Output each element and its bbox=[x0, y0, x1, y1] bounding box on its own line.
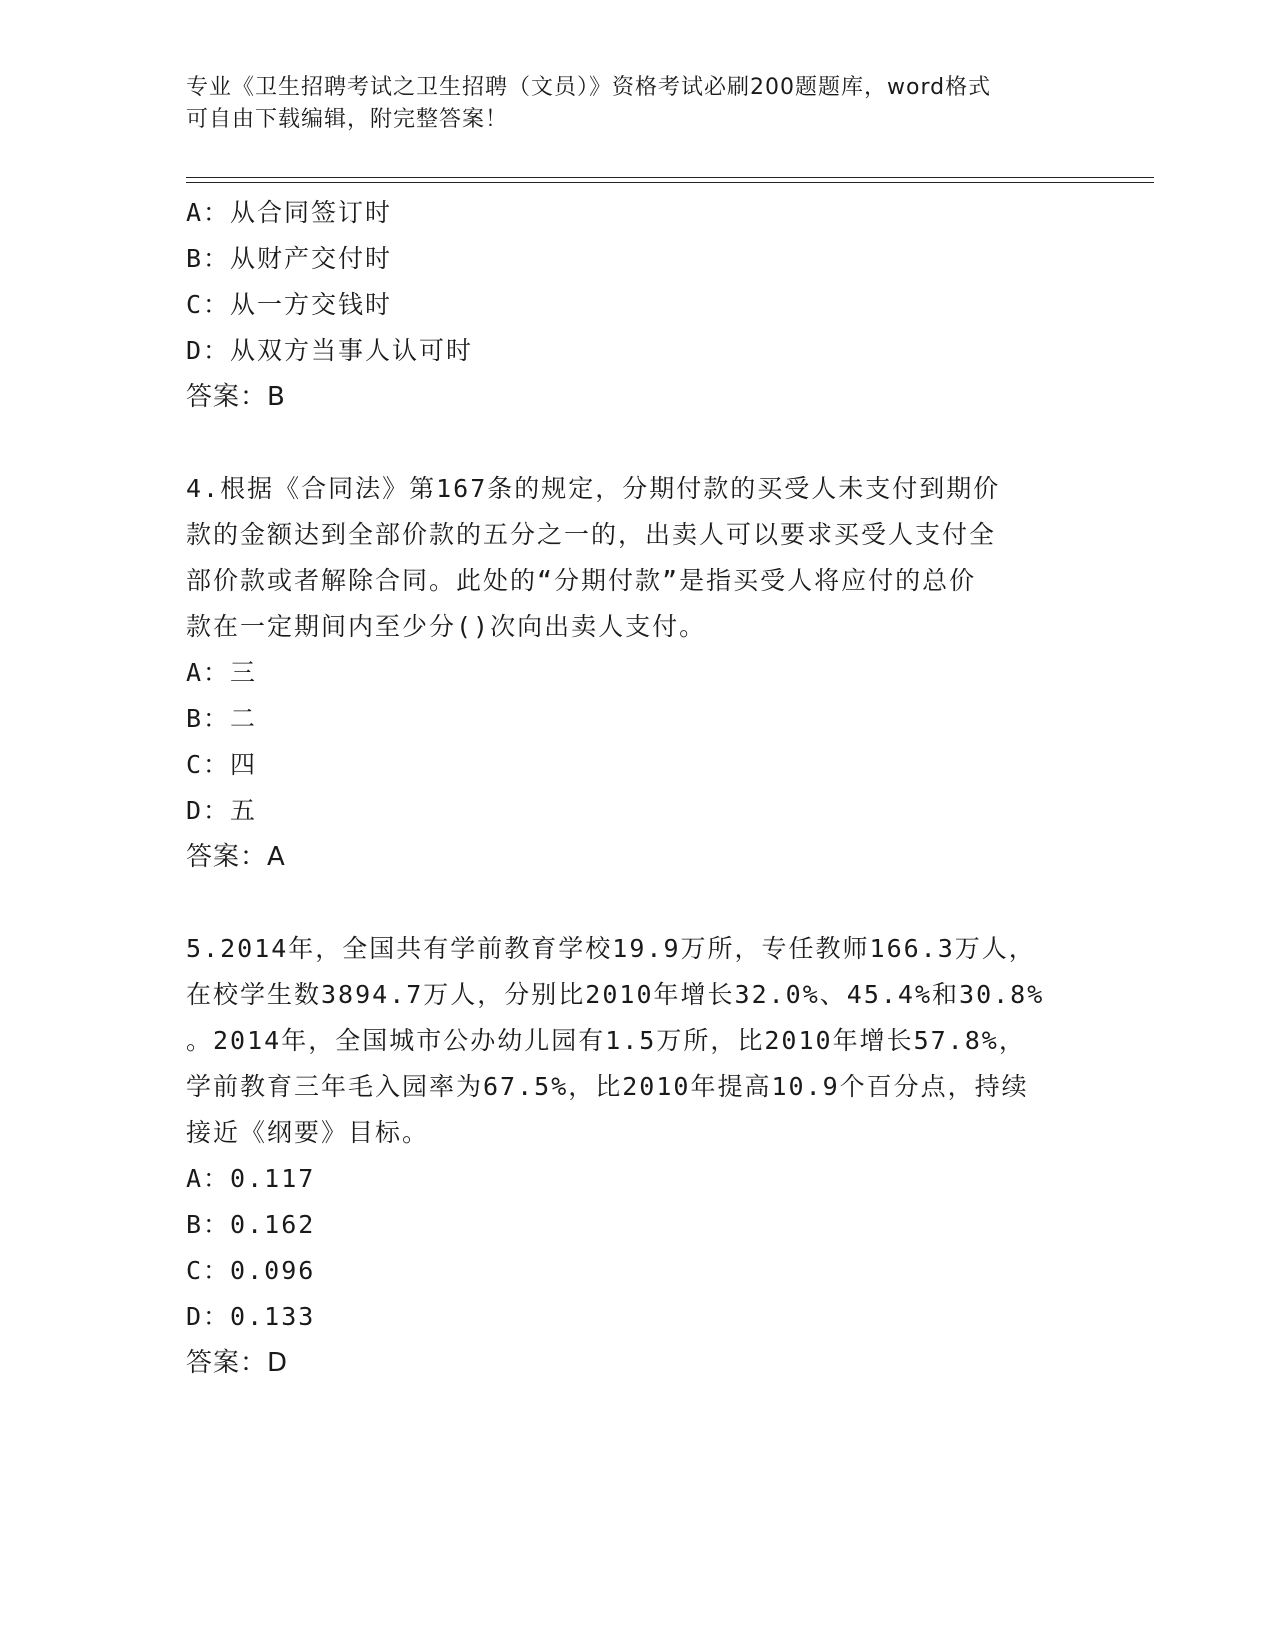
option-d: D：五 bbox=[186, 796, 258, 825]
question-stem bbox=[186, 926, 1086, 1156]
stem-line: 在校学生数3894.7万人，分别比2010年增长32.0%、45.4%和30.8% bbox=[186, 980, 1045, 1009]
option-d: D：从双方当事人认可时 bbox=[186, 336, 474, 365]
answer-line: 答案：A bbox=[186, 842, 286, 872]
question-block bbox=[186, 466, 1086, 880]
option-b: B：从财产交付时 bbox=[186, 244, 393, 273]
stem-line: 款的金额达到全部价款的五分之一的，出卖人可以要求买受人支付全 bbox=[186, 520, 997, 549]
option-c: C：0.096 bbox=[186, 1256, 316, 1285]
stem-line: 接近《纲要》目标。 bbox=[186, 1118, 430, 1147]
stem-line: 5.2014年，全国共有学前教育学校19.9万所，专任教师166.3万人， bbox=[186, 934, 1036, 963]
header-rule-bottom bbox=[186, 182, 1154, 183]
spacer bbox=[186, 880, 1086, 926]
option-c: C：从一方交钱时 bbox=[186, 290, 393, 319]
option-b: B：0.162 bbox=[186, 1210, 316, 1239]
question-stem bbox=[186, 466, 1086, 650]
stem-line: 款在一定期间内至少分()次向出卖人支付。 bbox=[186, 612, 707, 641]
stem-line: 学前教育三年毛入园率为67.5%，比2010年提高10.9个百分点，持续 bbox=[186, 1072, 1029, 1101]
question-block bbox=[186, 190, 1086, 420]
answer-line: 答案：B bbox=[186, 382, 286, 412]
stem-line: 4.根据《合同法》第167条的规定，分期付款的买受人未支付到期价 bbox=[186, 474, 1001, 503]
spacer bbox=[186, 420, 1086, 466]
answer-line: 答案：D bbox=[186, 1348, 289, 1378]
option-a: A：三 bbox=[186, 658, 258, 687]
option-a: A：0.117 bbox=[186, 1164, 316, 1193]
header-line: 可自由下载编辑，附完整答案！ bbox=[186, 107, 509, 132]
option-b: B：二 bbox=[186, 704, 258, 733]
option-a: A：从合同签订时 bbox=[186, 198, 393, 227]
document-header bbox=[186, 72, 1066, 136]
question-list bbox=[186, 190, 1086, 1386]
question-block bbox=[186, 926, 1086, 1386]
stem-line: 部价款或者解除合同。此处的“分期付款”是指买受人将应付的总价 bbox=[186, 566, 977, 595]
header-rule-top bbox=[186, 177, 1154, 178]
option-c: C：四 bbox=[186, 750, 258, 779]
stem-line: 。2014年，全国城市公办幼儿园有1.5万所，比2010年增长57.8%， bbox=[186, 1026, 1026, 1055]
option-d: D：0.133 bbox=[186, 1302, 316, 1331]
header-line: 专业《卫生招聘考试之卫生招聘（文员）》资格考试必刷200题题库，word格式 bbox=[186, 75, 992, 100]
